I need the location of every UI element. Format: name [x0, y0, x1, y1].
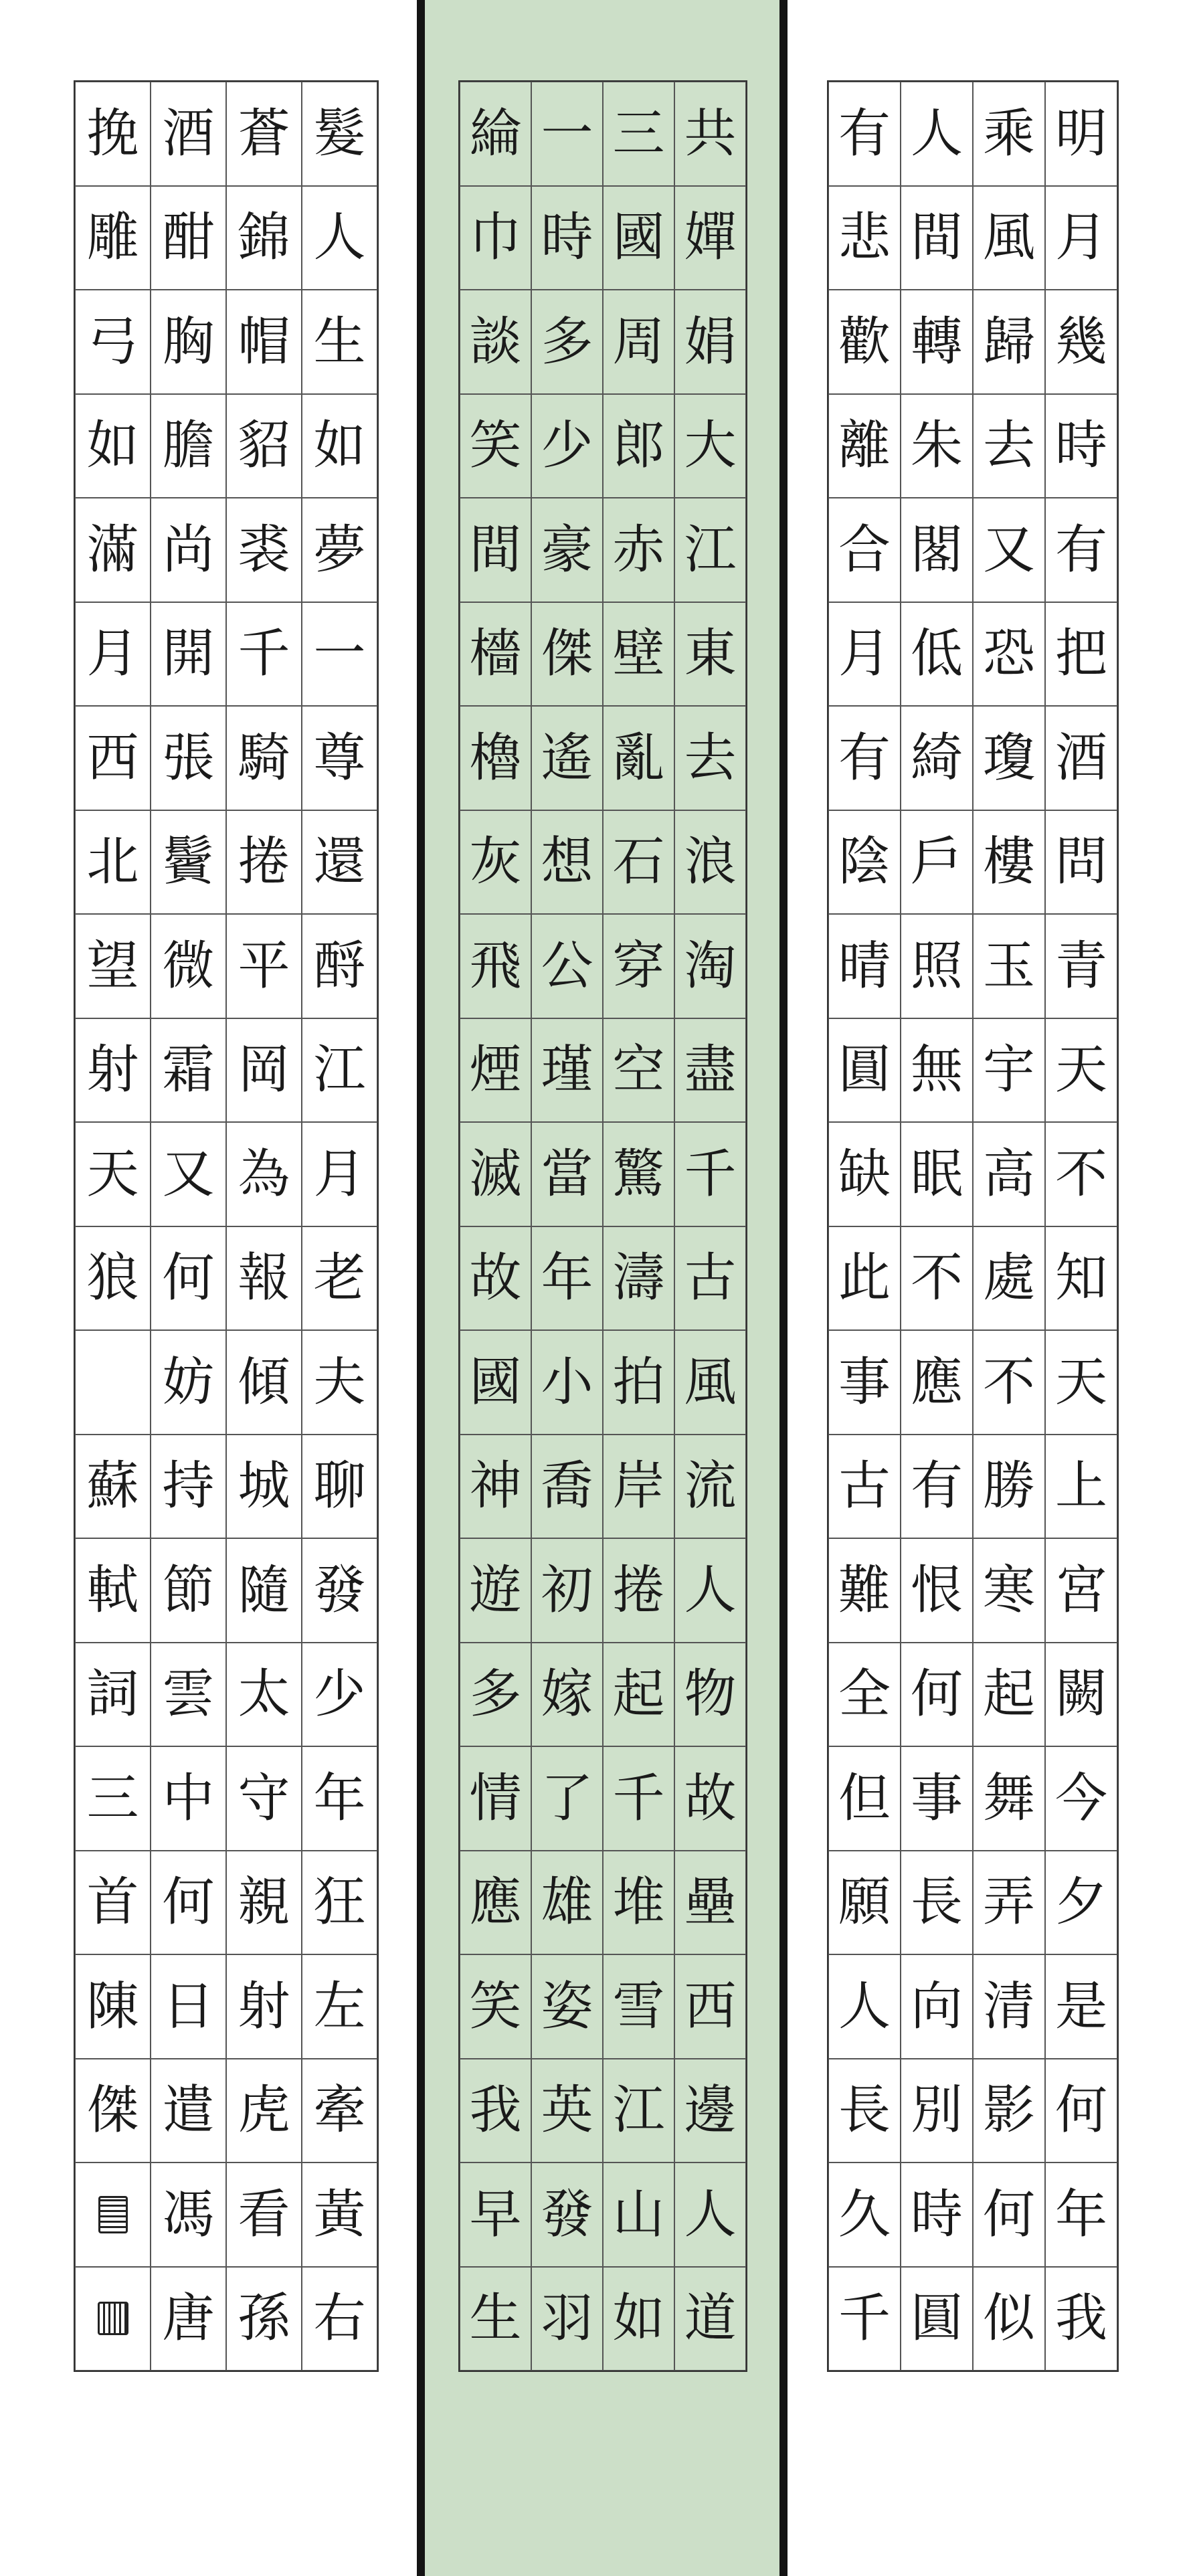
character-cell: 我 — [460, 2059, 531, 2163]
character-cell: 有 — [1045, 498, 1117, 602]
character-cell: 傾 — [226, 1330, 302, 1435]
character-cell: 周 — [603, 290, 674, 394]
character-cell: 不 — [1045, 1122, 1117, 1226]
character-cell: 捲 — [603, 1538, 674, 1643]
character-cell: 高 — [973, 1122, 1045, 1226]
character-cell: 起 — [973, 1643, 1045, 1747]
character-cell: 夢 — [302, 498, 377, 602]
character-cell: 長 — [828, 2059, 901, 2163]
character-cell: 捲 — [226, 810, 302, 915]
character-cell: 閣 — [901, 498, 973, 602]
character-cell: 陰 — [828, 810, 901, 915]
character-cell: 故 — [674, 1746, 746, 1851]
character-cell: 盡 — [674, 1018, 746, 1123]
character-cell: 圓 — [901, 2267, 973, 2371]
character-cell: 間 — [460, 498, 531, 602]
character-cell: 古 — [828, 1435, 901, 1539]
character-cell: 左 — [302, 1954, 377, 2059]
character-cell: 江 — [302, 1018, 377, 1123]
character-cell: 三 — [75, 1746, 151, 1851]
character-cell: 但 — [828, 1746, 901, 1851]
character-cell: 微 — [151, 914, 226, 1018]
character-cell: 月 — [828, 602, 901, 707]
character-cell: 有 — [828, 82, 901, 186]
character-cell: 是 — [1045, 1954, 1117, 2059]
character-cell: 古 — [674, 1226, 746, 1331]
character-cell: 檣 — [460, 602, 531, 707]
character-cell — [75, 2267, 151, 2371]
character-cell: 酣 — [151, 186, 226, 290]
character-cell: 唐 — [151, 2267, 226, 2371]
character-cell: 照 — [901, 914, 973, 1018]
character-cell: 遙 — [531, 706, 603, 810]
character-cell: 初 — [531, 1538, 603, 1643]
character-cell: 親 — [226, 1851, 302, 1955]
character-cell: 宇 — [973, 1018, 1045, 1123]
character-cell: 人 — [674, 2163, 746, 2267]
character-cell: 平 — [226, 914, 302, 1018]
character-cell: 狂 — [302, 1851, 377, 1955]
character-cell: 綸 — [460, 82, 531, 186]
character-cell: 國 — [460, 1330, 531, 1435]
character-cell: 傑 — [75, 2059, 151, 2163]
character-cell: 三 — [603, 82, 674, 186]
character-cell: 豪 — [531, 498, 603, 602]
character-cell: 節 — [151, 1538, 226, 1643]
character-cell: 多 — [460, 1643, 531, 1747]
character-cell: 壁 — [603, 602, 674, 707]
character-cell: 事 — [828, 1330, 901, 1435]
character-cell: 嬋 — [674, 186, 746, 290]
character-cell: 蘇 — [75, 1435, 151, 1539]
character-cell: 黃 — [302, 2163, 377, 2267]
character-cell: 共 — [674, 82, 746, 186]
character-cell: 間 — [901, 186, 973, 290]
character-cell: 為 — [226, 1122, 302, 1226]
character-cell: 陳 — [75, 1954, 151, 2059]
character-cell: 北 — [75, 810, 151, 915]
character-cell: 合 — [828, 498, 901, 602]
character-cell: 妨 — [151, 1330, 226, 1435]
character-cell: 難 — [828, 1538, 901, 1643]
middle-panel — [458, 80, 747, 2372]
character-cell: 雄 — [531, 1851, 603, 1955]
character-cell: 遊 — [460, 1538, 531, 1643]
character-cell: 看 — [226, 2163, 302, 2267]
character-cell: 歡 — [828, 290, 901, 394]
character-cell: 太 — [226, 1643, 302, 1747]
character-cell: 人 — [901, 82, 973, 186]
character-cell: 詞 — [75, 1643, 151, 1747]
character-cell: 天 — [75, 1122, 151, 1226]
character-cell: 何 — [973, 2163, 1045, 2267]
character-cell: 持 — [151, 1435, 226, 1539]
character-cell: 弄 — [973, 1851, 1045, 1955]
character-cell: 張 — [151, 706, 226, 810]
character-cell: 壘 — [674, 1851, 746, 1955]
character-cell: 生 — [302, 290, 377, 394]
character-cell: 發 — [531, 2163, 603, 2267]
character-cell: 宮 — [1045, 1538, 1117, 1643]
character-cell: 人 — [674, 1538, 746, 1643]
character-cell: 何 — [151, 1226, 226, 1331]
character-cell: 又 — [973, 498, 1045, 602]
character-cell: 時 — [1045, 394, 1117, 498]
character-cell: 一 — [302, 602, 377, 707]
left-panel — [74, 80, 379, 2372]
character-cell: 如 — [302, 394, 377, 498]
character-cell: 櫓 — [460, 706, 531, 810]
character-cell: 雪 — [603, 1954, 674, 2059]
character-cell: 笑 — [460, 394, 531, 498]
character-cell: 闕 — [1045, 1643, 1117, 1747]
character-cell: 願 — [828, 1851, 901, 1955]
character-cell: 城 — [226, 1435, 302, 1539]
character-cell: 如 — [603, 2267, 674, 2371]
character-cell: 把 — [1045, 602, 1117, 707]
character-cell: 少 — [302, 1643, 377, 1747]
character-cell: 報 — [226, 1226, 302, 1331]
character-cell: 無 — [901, 1018, 973, 1123]
character-cell: 開 — [151, 602, 226, 707]
character-cell: 青 — [1045, 914, 1117, 1018]
character-cell: 幾 — [1045, 290, 1117, 394]
character-cell: 月 — [302, 1122, 377, 1226]
character-cell: 遣 — [151, 2059, 226, 2163]
character-cell: 射 — [75, 1018, 151, 1123]
character-cell: 首 — [75, 1851, 151, 1955]
character-cell: 神 — [460, 1435, 531, 1539]
character-cell: 知 — [1045, 1226, 1117, 1331]
character-cell: 我 — [1045, 2267, 1117, 2371]
character-cell: 中 — [151, 1746, 226, 1851]
character-cell: 堆 — [603, 1851, 674, 1955]
character-cell: 喬 — [531, 1435, 603, 1539]
character-cell: 恐 — [973, 602, 1045, 707]
character-cell — [75, 1330, 151, 1435]
character-cell: 轉 — [901, 290, 973, 394]
character-cell: 馮 — [151, 2163, 226, 2267]
character-cell: 時 — [901, 2163, 973, 2267]
character-cell: 樓 — [973, 810, 1045, 915]
character-cell: 瓊 — [973, 706, 1045, 810]
character-cell: 缺 — [828, 1122, 901, 1226]
character-cell: 老 — [302, 1226, 377, 1331]
character-cell: 羽 — [531, 2267, 603, 2371]
character-cell: 小 — [531, 1330, 603, 1435]
character-cell: 事 — [901, 1746, 973, 1851]
character-cell: 朱 — [901, 394, 973, 498]
character-cell: 當 — [531, 1122, 603, 1226]
character-cell: 鬢 — [151, 810, 226, 915]
character-cell: 姿 — [531, 1954, 603, 2059]
character-cell: 錦 — [226, 186, 302, 290]
character-cell: 問 — [1045, 810, 1117, 915]
right-panel — [827, 80, 1119, 2372]
character-cell: 亂 — [603, 706, 674, 810]
character-cell: 天 — [1045, 1330, 1117, 1435]
character-cell: 郎 — [603, 394, 674, 498]
character-cell: 低 — [901, 602, 973, 707]
character-cell: 天 — [1045, 1018, 1117, 1123]
character-cell: 蒼 — [226, 82, 302, 186]
character-cell: 濤 — [603, 1226, 674, 1331]
character-cell: 淘 — [674, 914, 746, 1018]
character-cell: 虎 — [226, 2059, 302, 2163]
character-cell: 應 — [901, 1330, 973, 1435]
character-cell: 岸 — [603, 1435, 674, 1539]
character-cell: 何 — [1045, 2059, 1117, 2163]
character-cell: 嫁 — [531, 1643, 603, 1747]
character-cell: 穿 — [603, 914, 674, 1018]
character-cell: 生 — [460, 2267, 531, 2371]
character-cell: 江 — [674, 498, 746, 602]
character-cell: 髮 — [302, 82, 377, 186]
character-cell: 挽 — [75, 82, 151, 186]
character-cell: 霜 — [151, 1018, 226, 1123]
character-cell: 月 — [1045, 186, 1117, 290]
character-cell: 還 — [302, 810, 377, 915]
character-cell: 眠 — [901, 1122, 973, 1226]
character-cell: 隨 — [226, 1538, 302, 1643]
character-cell: 又 — [151, 1122, 226, 1226]
character-cell: 恨 — [901, 1538, 973, 1643]
character-cell: 裘 — [226, 498, 302, 602]
character-cell: 全 — [828, 1643, 901, 1747]
character-cell: 山 — [603, 2163, 674, 2267]
character-cell: 月 — [75, 602, 151, 707]
character-cell: 笑 — [460, 1954, 531, 2059]
character-cell: 去 — [674, 706, 746, 810]
character-cell: 勝 — [973, 1435, 1045, 1539]
character-cell: 公 — [531, 914, 603, 1018]
character-cell: 應 — [460, 1851, 531, 1955]
character-cell: 江 — [603, 2059, 674, 2163]
character-cell: 人 — [828, 1954, 901, 2059]
character-cell: 狼 — [75, 1226, 151, 1331]
character-cell: 人 — [302, 186, 377, 290]
character-cell: 酒 — [1045, 706, 1117, 810]
character-cell: 年 — [531, 1226, 603, 1331]
character-cell: 情 — [460, 1746, 531, 1851]
character-cell: 圓 — [828, 1018, 901, 1123]
character-cell: 驚 — [603, 1122, 674, 1226]
character-cell: 了 — [531, 1746, 603, 1851]
character-cell: 一 — [531, 82, 603, 186]
character-cell: 雲 — [151, 1643, 226, 1747]
character-cell: 西 — [75, 706, 151, 810]
character-cell: 千 — [828, 2267, 901, 2371]
character-cell: 長 — [901, 1851, 973, 1955]
character-cell: 日 — [151, 1954, 226, 2059]
character-cell: 千 — [226, 602, 302, 707]
character-cell: 久 — [828, 2163, 901, 2267]
character-cell: 射 — [226, 1954, 302, 2059]
character-cell: 寒 — [973, 1538, 1045, 1643]
character-cell: 尊 — [302, 706, 377, 810]
character-cell: 乘 — [973, 82, 1045, 186]
character-cell: 西 — [674, 1954, 746, 2059]
character-cell: 明 — [1045, 82, 1117, 186]
character-cell: 玉 — [973, 914, 1045, 1018]
character-cell: 道 — [674, 2267, 746, 2371]
character-cell: 風 — [674, 1330, 746, 1435]
character-cell: 巾 — [460, 186, 531, 290]
character-cell: 今 — [1045, 1746, 1117, 1851]
character-cell: 歸 — [973, 290, 1045, 394]
character-cell: 有 — [828, 706, 901, 810]
character-cell: 多 — [531, 290, 603, 394]
character-cell: 酹 — [302, 914, 377, 1018]
character-cell: 浪 — [674, 810, 746, 915]
character-cell: 清 — [973, 1954, 1045, 2059]
character-cell: 騎 — [226, 706, 302, 810]
character-cell: 千 — [603, 1746, 674, 1851]
character-cell: 似 — [973, 2267, 1045, 2371]
character-cell: 影 — [973, 2059, 1045, 2163]
character-cell: 發 — [302, 1538, 377, 1643]
character-cell: 夫 — [302, 1330, 377, 1435]
character-cell: 望 — [75, 914, 151, 1018]
character-cell: 別 — [901, 2059, 973, 2163]
character-cell: 晴 — [828, 914, 901, 1018]
character-cell: 向 — [901, 1954, 973, 2059]
character-cell: 早 — [460, 2163, 531, 2267]
character-cell — [75, 2163, 151, 2267]
seal-icon — [98, 2302, 128, 2335]
character-cell: 滿 — [75, 498, 151, 602]
character-cell: 大 — [674, 394, 746, 498]
character-cell: 夕 — [1045, 1851, 1117, 1955]
character-cell: 時 — [531, 186, 603, 290]
character-cell: 膽 — [151, 394, 226, 498]
character-cell: 風 — [973, 186, 1045, 290]
character-cell: 何 — [901, 1643, 973, 1747]
character-cell: 孫 — [226, 2267, 302, 2371]
character-cell: 綺 — [901, 706, 973, 810]
character-cell: 起 — [603, 1643, 674, 1747]
character-cell: 煙 — [460, 1018, 531, 1123]
character-cell: 岡 — [226, 1018, 302, 1123]
character-cell: 此 — [828, 1226, 901, 1331]
character-cell: 不 — [973, 1330, 1045, 1435]
character-cell: 不 — [901, 1226, 973, 1331]
character-cell: 去 — [973, 394, 1045, 498]
character-cell: 瑾 — [531, 1018, 603, 1123]
character-cell: 拍 — [603, 1330, 674, 1435]
character-cell: 灰 — [460, 810, 531, 915]
character-cell: 飛 — [460, 914, 531, 1018]
character-cell: 聊 — [302, 1435, 377, 1539]
character-cell: 何 — [151, 1851, 226, 1955]
character-cell: 胸 — [151, 290, 226, 394]
character-cell: 帽 — [226, 290, 302, 394]
seal-icon — [98, 2196, 128, 2233]
character-cell: 娟 — [674, 290, 746, 394]
character-cell: 千 — [674, 1122, 746, 1226]
character-cell: 離 — [828, 394, 901, 498]
character-cell: 流 — [674, 1435, 746, 1539]
character-cell: 軾 — [75, 1538, 151, 1643]
character-cell: 貂 — [226, 394, 302, 498]
character-cell: 想 — [531, 810, 603, 915]
character-cell: 酒 — [151, 82, 226, 186]
character-cell: 右 — [302, 2267, 377, 2371]
character-cell: 處 — [973, 1226, 1045, 1331]
character-cell: 滅 — [460, 1122, 531, 1226]
character-cell: 英 — [531, 2059, 603, 2163]
character-cell: 少 — [531, 394, 603, 498]
character-cell: 空 — [603, 1018, 674, 1123]
character-cell: 年 — [1045, 2163, 1117, 2267]
character-cell: 國 — [603, 186, 674, 290]
character-cell: 弓 — [75, 290, 151, 394]
character-cell: 年 — [302, 1746, 377, 1851]
character-cell: 赤 — [603, 498, 674, 602]
character-cell: 上 — [1045, 1435, 1117, 1539]
character-cell: 談 — [460, 290, 531, 394]
character-cell: 守 — [226, 1746, 302, 1851]
character-cell: 物 — [674, 1643, 746, 1747]
character-cell: 如 — [75, 394, 151, 498]
character-cell: 雕 — [75, 186, 151, 290]
character-cell: 戶 — [901, 810, 973, 915]
character-cell: 舞 — [973, 1746, 1045, 1851]
character-cell: 牽 — [302, 2059, 377, 2163]
character-cell: 邊 — [674, 2059, 746, 2163]
character-cell: 傑 — [531, 602, 603, 707]
character-cell: 石 — [603, 810, 674, 915]
character-cell: 尚 — [151, 498, 226, 602]
character-cell: 悲 — [828, 186, 901, 290]
character-cell: 故 — [460, 1226, 531, 1331]
character-cell: 東 — [674, 602, 746, 707]
character-cell: 有 — [901, 1435, 973, 1539]
